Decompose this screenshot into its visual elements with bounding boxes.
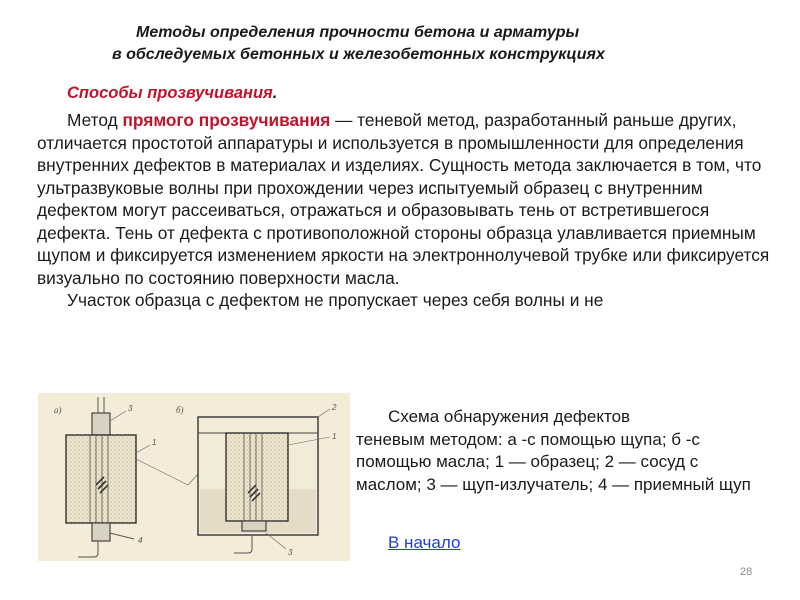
- diagram-a: [66, 397, 156, 557]
- diagram-svg: [38, 393, 350, 561]
- diagram-b: [198, 403, 337, 557]
- caption-rest: теневым методом: а -с помощью щупа; б -с помощью масла; 1 — образец; 2 — сосуд с маслом; 3 — щуп-излучатель; 4 — приемный щуп: [356, 429, 751, 494]
- number-label: 4: [138, 536, 143, 545]
- number-label: 1: [332, 432, 337, 441]
- page-number: 28: [740, 566, 753, 578]
- defect-detection-diagram: [38, 393, 350, 561]
- section-subtitle: [67, 84, 277, 103]
- number-label: 3: [128, 404, 133, 413]
- slide-title: [0, 22, 800, 66]
- body-text: [37, 109, 777, 312]
- paragraph-1: [37, 109, 777, 289]
- number-label: 2: [332, 403, 337, 412]
- figure-caption: [356, 406, 760, 496]
- highlight-term: прямого прозвучивания: [122, 110, 331, 130]
- caption-first-line: Схема обнаружения дефектов: [388, 407, 631, 426]
- title-line-2: в обследуемых бетонных и железобетонных конструкциях: [112, 46, 605, 63]
- title-line-1: Методы определения прочности бетона и арматуры: [136, 24, 580, 41]
- paragraph-2: Участок образца с дефектом не пропускает через себя волны и не: [67, 290, 604, 310]
- paragraph-1-after: — теневой метод, разработанный раньше других, отличается простотой аппаратуры и используется в промышленности для определения внутренних дефектов в материалах и изделиях. Сущность метода заключается в том, что ультразвуковые волны при прохождении через испытуемый образец с внутренним дефектом могут рассеиваться, отражаться и образовывать тень от встретившегося дефекта. Тень от дефекта с противоположной стороны образца улавливается приемным щупом и фиксируется изменением яркости на электроннолучевой трубке или фиксируется визуально по состоянию поверхности масла.: [37, 110, 770, 288]
- subtitle-text: Способы прозвучивания: [67, 84, 273, 102]
- paragraph-1-before: Метод: [67, 110, 123, 130]
- number-label: 3: [288, 548, 293, 557]
- label-b: б): [176, 405, 184, 415]
- subtitle-dot: .: [272, 84, 278, 102]
- back-to-start-link[interactable]: В начало: [388, 533, 461, 552]
- label-a: а): [54, 405, 62, 415]
- number-label: 1: [152, 438, 157, 447]
